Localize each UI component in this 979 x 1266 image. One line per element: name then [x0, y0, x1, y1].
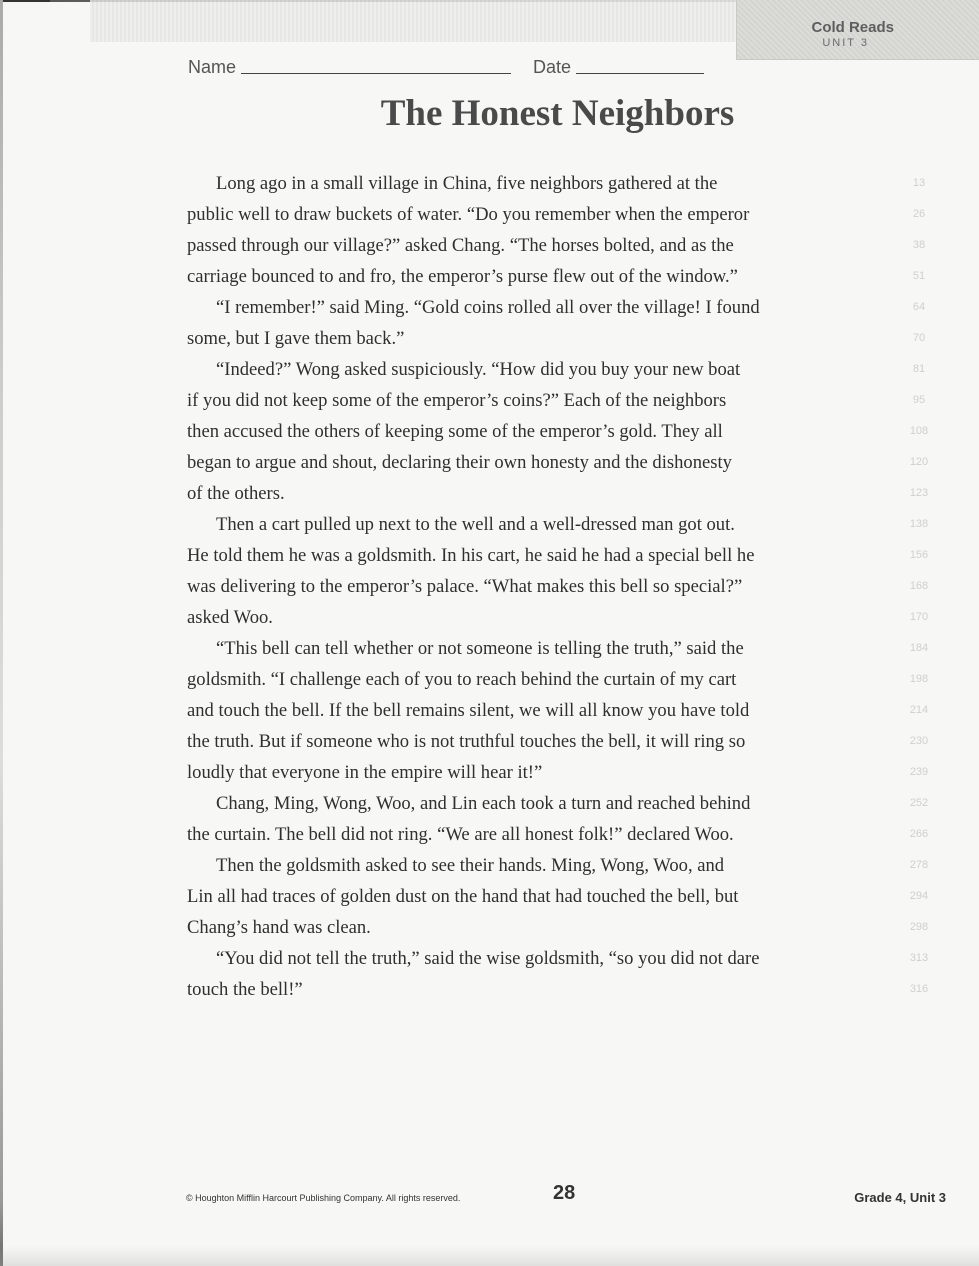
- header-band: [90, 0, 740, 42]
- passage-line: Then a cart pulled up next to the well and a well-dressed man got out.: [216, 514, 735, 535]
- word-count: 108: [909, 425, 929, 437]
- word-count: 198: [909, 673, 929, 685]
- passage-line: carriage bounced to and fro, the emperor’s purse flew out of the window.”: [187, 266, 738, 287]
- word-count: 214: [909, 704, 929, 716]
- word-count: 294: [909, 890, 929, 902]
- passage-line: “I remember!” said Ming. “Gold coins rolled all over the village! I found: [216, 297, 760, 318]
- passage-line: Chang, Ming, Wong, Woo, and Lin each took a turn and reached behind: [216, 793, 751, 814]
- passage-line: “This bell can tell whether or not someone is telling the truth,” said the: [216, 638, 744, 659]
- word-count: 184: [909, 642, 929, 654]
- word-count: 298: [909, 921, 929, 933]
- word-count: 51: [912, 270, 926, 282]
- word-count: 252: [909, 797, 929, 809]
- unit-tab: [736, 0, 979, 60]
- passage-line: then accused the others of keeping some of the emperor’s gold. They all: [187, 421, 723, 442]
- passage-line: and touch the bell. If the bell remains silent, we will all know you have told: [187, 700, 750, 721]
- passage-line: Chang’s hand was clean.: [187, 917, 371, 938]
- passage-line: “You did not tell the truth,” said the wise goldsmith, “so you did not dare: [216, 948, 760, 969]
- name-date-row: [188, 57, 704, 78]
- scan-left-edge: [0, 0, 3, 1266]
- name-label: Name: [188, 57, 237, 77]
- word-count: 230: [909, 735, 929, 747]
- footer-grade-unit: Grade 4, Unit 3: [854, 1190, 946, 1205]
- passage-line: the curtain. The bell did not ring. “We are all honest folk!” declared Woo.: [187, 824, 734, 845]
- passage-line: loudly that everyone in the empire will hear it!”: [187, 762, 543, 783]
- word-count: 170: [909, 611, 929, 623]
- word-count: 123: [909, 487, 929, 499]
- passage-line: He told them he was a goldsmith. In his cart, he said he had a special bell he: [187, 545, 755, 566]
- passage-line: goldsmith. “I challenge each of you to reach behind the curtain of my cart: [187, 669, 737, 690]
- passage-line: touch the bell!”: [187, 979, 303, 1000]
- word-count: 26: [912, 208, 926, 220]
- name-field[interactable]: [241, 72, 511, 74]
- word-count: 266: [909, 828, 929, 840]
- word-count: 95: [912, 394, 926, 406]
- word-count: 138: [909, 518, 929, 530]
- footer-copyright: © Houghton Mifflin Harcourt Publishing Company. All rights reserved.: [186, 1193, 461, 1203]
- word-count: 64: [912, 301, 926, 313]
- passage-line: if you did not keep some of the emperor’s coins?” Each of the neighbors: [187, 390, 727, 411]
- passage-line: Lin all had traces of golden dust on the hand that had touched the bell, but: [187, 886, 739, 907]
- passage-line: began to argue and shout, declaring their own honesty and the dishonesty: [187, 452, 732, 473]
- word-count: 313: [909, 952, 929, 964]
- date-label: Date: [533, 57, 572, 77]
- word-count: 13: [912, 177, 926, 189]
- passage-line: was delivering to the emperor’s palace. “What makes this bell so special?”: [187, 576, 743, 597]
- passage-line: “Indeed?” Wong asked suspiciously. “How did you buy your new boat: [216, 359, 741, 380]
- word-count: 70: [912, 332, 926, 344]
- passage-line: of the others.: [187, 483, 285, 504]
- passage-line: Long ago in a small village in China, five neighbors gathered at the: [216, 173, 718, 194]
- passage-line: public well to draw buckets of water. “Do you remember when the emperor: [187, 204, 750, 225]
- word-count: 316: [909, 983, 929, 995]
- passage-line: the truth. But if someone who is not truthful touches the bell, it will ring so: [187, 731, 746, 752]
- unit-tab-subtitle: UNIT 3: [822, 37, 869, 49]
- word-count: 156: [909, 549, 929, 561]
- passage-line: some, but I gave them back.”: [187, 328, 405, 349]
- word-count: 239: [909, 766, 929, 778]
- passage-line: asked Woo.: [187, 607, 273, 628]
- page-title: The Honest Neighbors: [380, 93, 735, 134]
- word-count: 278: [909, 859, 929, 871]
- scan-bottom-edge: [0, 1246, 979, 1266]
- date-field[interactable]: [576, 72, 704, 74]
- page-number: 28: [553, 1182, 576, 1204]
- word-count: 38: [912, 239, 926, 251]
- word-count: 168: [909, 580, 929, 592]
- word-count: 120: [909, 456, 929, 468]
- unit-tab-title: Cold Reads: [811, 19, 894, 36]
- passage-line: passed through our village?” asked Chang. “The horses bolted, and as the: [187, 235, 734, 256]
- word-count: 81: [912, 363, 926, 375]
- passage-line: Then the goldsmith asked to see their hands. Ming, Wong, Woo, and: [216, 855, 725, 876]
